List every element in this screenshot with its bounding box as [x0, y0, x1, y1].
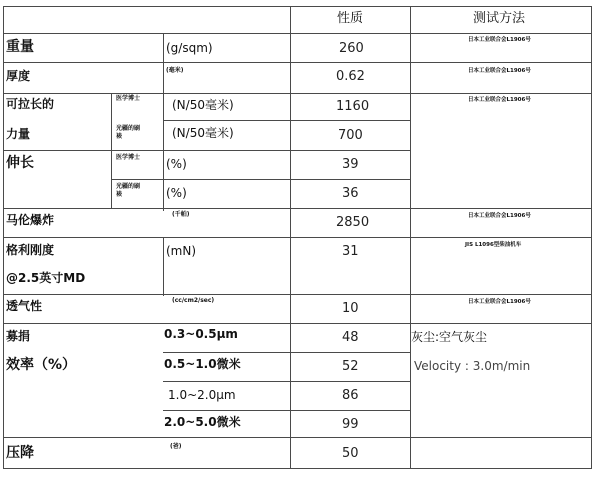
tensile-label-line1: 可拉长的 — [6, 97, 55, 111]
efficiency-value-1: 52 — [342, 359, 359, 374]
stiffness-unit: (mN) — [166, 244, 197, 258]
thickness-label: 厚度 — [6, 69, 31, 83]
border-r12 — [163, 410, 410, 411]
efficiency-note-line1: 灰尘:空气灰尘 — [411, 330, 488, 344]
pressure-value: 50 — [342, 446, 359, 461]
stiffness-label-line2: @2.5英寸MD — [6, 271, 86, 285]
efficiency-label-line2: 效率（%） — [6, 357, 77, 373]
air-unit: (cc/cm2/sec) — [172, 297, 215, 304]
efficiency-note-line2: Velocity : 3.0m/min — [414, 359, 531, 373]
tensile-md-unit: (N/50毫米) — [172, 98, 234, 112]
border-r6 — [3, 208, 592, 209]
border-r8 — [3, 294, 592, 295]
border-col-unit-a — [163, 33, 164, 211]
elongation-cd-sub-line2: 裱 — [116, 191, 123, 198]
header-property: 性质 — [337, 11, 364, 26]
tensile-cd-unit: (N/50毫米) — [172, 126, 234, 140]
border-col-unit-b — [163, 237, 164, 296]
tensile-md-value: 1160 — [336, 99, 370, 114]
pressure-unit: (爸) — [170, 443, 182, 450]
thickness-method: 日本工业联合会L1906号 — [468, 68, 531, 74]
border-r11 — [163, 381, 410, 382]
tensile-method: 日本工业联合会L1906号 — [468, 97, 531, 103]
border-r3 — [163, 120, 410, 121]
air-method: 日本工业联合会L1906号 — [468, 299, 531, 305]
mullen-label: 马伦爆炸 — [6, 213, 55, 227]
weight-label: 重量 — [6, 39, 34, 55]
tensile-cd-sub-line1: 光疆的刷 — [116, 125, 141, 132]
elongation-label: 伸长 — [6, 155, 34, 171]
weight-method: 日本工业联合会L1906号 — [468, 37, 531, 43]
efficiency-range-2: 1.0~2.0μm — [168, 388, 236, 402]
tensile-cd-value: 700 — [338, 128, 363, 143]
stiffness-method: JIS L1096型柴油机车 — [465, 242, 522, 248]
air-label: 透气性 — [6, 299, 43, 313]
tensile-cd-sub-line2: 裱 — [116, 133, 123, 140]
tensile-label-line2: 力量 — [6, 127, 31, 141]
efficiency-label-line1: 募捐 — [6, 329, 31, 343]
elongation-cd-value: 36 — [342, 186, 359, 201]
efficiency-range-3: 2.0~5.0微米 — [164, 415, 241, 429]
elongation-md-value: 39 — [342, 157, 359, 172]
tensile-md-sub: 医学博士 — [116, 95, 141, 102]
stiffness-label-line1: 格利刚度 — [6, 243, 55, 257]
border-r5 — [111, 179, 410, 180]
thickness-unit: (毫米) — [166, 67, 184, 74]
border-r2 — [3, 93, 592, 94]
mullen-value: 2850 — [336, 215, 370, 230]
elongation-md-sub: 医学博士 — [116, 154, 141, 161]
weight-unit: (g/sqm) — [166, 41, 213, 55]
border-r13 — [3, 437, 592, 438]
mullen-method: 日本工业联合会L1906号 — [468, 213, 531, 219]
efficiency-range-0: 0.3~0.5μm — [164, 327, 238, 341]
elongation-cd-unit: (%) — [166, 186, 187, 200]
efficiency-value-3: 99 — [342, 417, 359, 432]
pressure-label: 压降 — [6, 445, 34, 461]
border-top — [3, 6, 592, 7]
thickness-value: 0.62 — [336, 69, 365, 84]
weight-value: 260 — [339, 41, 364, 56]
elongation-md-unit: (%) — [166, 157, 187, 171]
border-header — [3, 33, 592, 34]
border-r1 — [3, 62, 592, 63]
elongation-cd-sub-line1: 光疆的刷 — [116, 183, 141, 190]
mullen-unit: (千帕) — [172, 211, 190, 218]
efficiency-range-1: 0.5~1.0微米 — [164, 357, 241, 371]
border-bottom — [3, 468, 592, 469]
air-value: 10 — [342, 301, 359, 316]
border-r9 — [3, 323, 592, 324]
border-r7 — [3, 237, 592, 238]
stiffness-value: 31 — [342, 244, 359, 259]
header-method: 测试方法 — [473, 11, 526, 26]
efficiency-value-0: 48 — [342, 330, 359, 345]
border-r4 — [3, 150, 410, 151]
border-r10 — [163, 352, 410, 353]
efficiency-value-2: 86 — [342, 388, 359, 403]
